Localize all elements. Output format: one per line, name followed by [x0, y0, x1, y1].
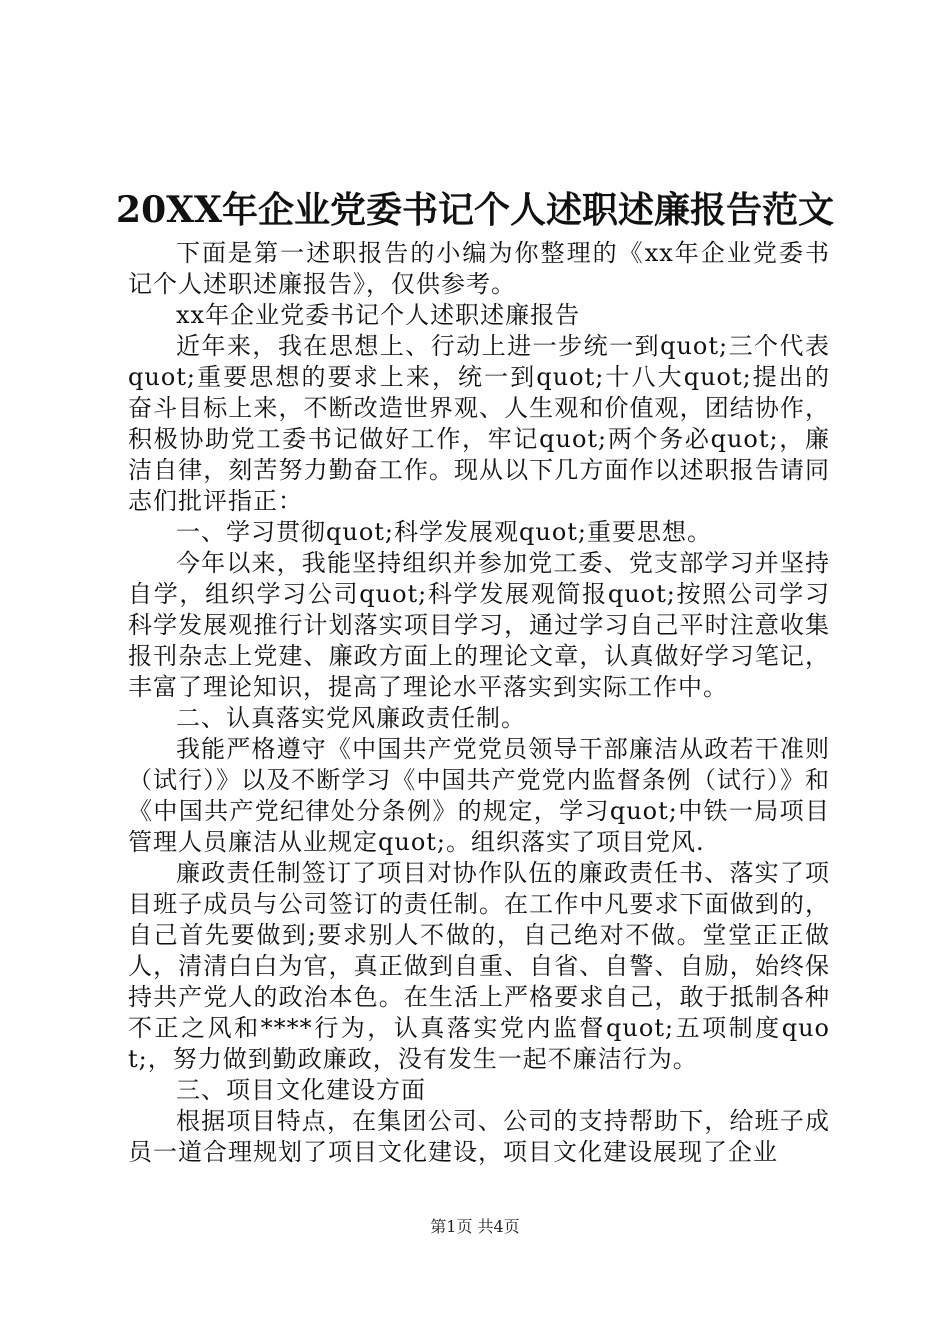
- document-body: [128, 238, 830, 1168]
- paragraph-subtitle: xx年企业党委书记个人述职述廉报告: [176, 301, 581, 329]
- paragraph-opening: 近年来，我在思想上、行动上进一步统一到quot;三个代表quot;重要思想的要求上来，统一到quot;十八大quot;提出的奋斗目标上来，不断改造世界观、人生观和价值观，团结协作，积极协助党工委书记做好工作，牢记quot;两个务必quot;，廉洁自律，刻苦努力勤奋工作。现从以下几方面作以述职报告请同志们批评指正：: [128, 332, 830, 515]
- section-heading-2: 二、认真落实党风廉政责任制。: [176, 704, 526, 732]
- paragraph-integrity: 廉政责任制签订了项目对协作队伍的廉政责任书、落实了项目班子成员与公司签订的责任制。在工作中凡要求下面做到的，自己首先要做到;要求别人不做的，自己绝对不做。堂堂正正做人，清清白白为官，真正做到自重、自省、自警、自励，始终保持共产党人的政治本色。在生活上严格要求自己，敢于抵制各种不正之风和****行为，认真落实党内监督quot;五项制度quot;，努力做到勤政廉政，没有发生一起不廉洁行为。: [128, 859, 830, 1073]
- paragraph-study: 今年以来，我能坚持组织并参加党工委、党支部学习并坚持自学，组织学习公司quot;科学发展观简报quot;按照公司学习科学发展观推行计划落实项目学习，通过学习自己平时注意收集报刊杂志上党建、廉政方面上的理论文章，认真做好学习笔记，丰富了理论知识，提高了理论水平落实到实际工作中。: [128, 549, 830, 701]
- paragraph-culture: 根据项目特点，在集团公司、公司的支持帮助下，给班子成员一道合理规划了项目文化建设，项目文化建设展现了企业: [128, 1107, 830, 1166]
- section-heading-3: 三、项目文化建设方面: [176, 1076, 426, 1104]
- document-title: 20XX年企业党委书记个人述职述廉报告范文: [116, 189, 834, 231]
- paragraph-intro: 下面是第一述职报告的小编为你整理的《xx年企业党委书记个人述职述廉报告》，仅供参考。: [128, 239, 830, 298]
- section-heading-1: 一、学习贯彻quot;科学发展观quot;重要思想。: [176, 518, 712, 546]
- paragraph-regulations: 我能严格遵守《中国共产党党员领导干部廉洁从政若干准则（试行）》以及不断学习《中国共产党党内监督条例（试行）》和《中国共产党纪律处分条例》的规定，学习quot;中铁一局项目管理人员廉洁从业规定quot;。组织落实了项目党风.: [128, 735, 830, 856]
- page-number: 第1页 共4页: [430, 1217, 520, 1236]
